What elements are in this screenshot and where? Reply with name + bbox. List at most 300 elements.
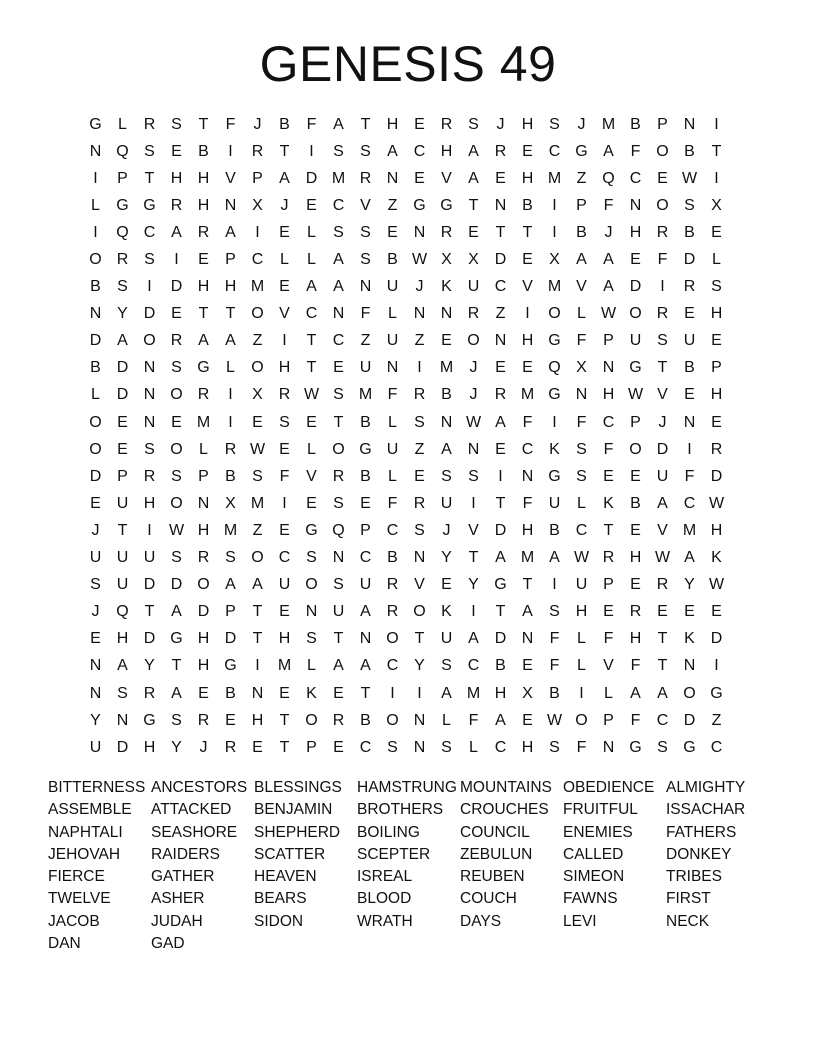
grid-letter: J <box>442 521 451 539</box>
grid-letter: M <box>439 359 454 377</box>
grid-letter: E <box>441 332 452 350</box>
grid-letter: E <box>414 169 425 187</box>
grid-letter: K <box>441 278 452 296</box>
grid-letter: N <box>89 684 102 702</box>
grid-letter: Y <box>441 549 452 567</box>
grid-letter: H <box>521 738 534 756</box>
word-list-item: ATTACKED <box>151 801 232 819</box>
grid-letter: C <box>359 738 372 756</box>
grid-letter: S <box>171 359 182 377</box>
word-list-item: FATHERS <box>666 823 737 841</box>
grid-letter: C <box>494 738 507 756</box>
grid-letter: N <box>89 657 102 675</box>
grid-letter: E <box>657 603 668 621</box>
grid-letter: G <box>170 630 183 648</box>
grid-letter: C <box>251 251 264 269</box>
grid-letter: S <box>144 251 155 269</box>
grid-letter: F <box>279 467 290 485</box>
grid-letter: X <box>225 494 236 512</box>
grid-letter: O <box>386 630 399 648</box>
grid-letter: A <box>603 251 614 269</box>
grid-letter: S <box>468 115 479 133</box>
grid-letter: O <box>575 711 588 729</box>
grid-letter: U <box>386 278 399 296</box>
grid-letter: O <box>305 576 318 594</box>
grid-letter: C <box>413 142 426 160</box>
grid-letter: I <box>93 169 98 187</box>
grid-letter: S <box>684 196 695 214</box>
grid-letter: G <box>440 196 453 214</box>
grid-letter: T <box>522 576 533 594</box>
grid-letter: V <box>441 169 452 187</box>
grid-letter: M <box>466 684 481 702</box>
grid-letter: N <box>629 196 642 214</box>
grid-letter: Z <box>252 521 263 539</box>
grid-letter: M <box>277 657 292 675</box>
grid-letter: O <box>197 576 210 594</box>
grid-letter: R <box>602 549 615 567</box>
grid-letter: T <box>252 603 263 621</box>
grid-letter: G <box>575 142 588 160</box>
grid-letter: U <box>440 494 453 512</box>
grid-letter: S <box>657 332 668 350</box>
grid-letter: N <box>683 413 696 431</box>
grid-letter: G <box>710 684 723 702</box>
grid-letter: C <box>386 657 399 675</box>
grid-letter: N <box>197 494 210 512</box>
grid-letter: N <box>143 359 156 377</box>
grid-letter: V <box>306 467 317 485</box>
grid-letter: E <box>360 494 371 512</box>
grid-letter: S <box>90 576 101 594</box>
grid-letter: H <box>521 521 534 539</box>
grid-letter: D <box>710 467 723 485</box>
grid-letter: P <box>198 467 209 485</box>
word-list-item: HEAVEN <box>254 868 317 886</box>
grid-letter: A <box>495 549 506 567</box>
grid-letter: A <box>117 332 128 350</box>
grid-letter: C <box>683 494 696 512</box>
grid-letter: R <box>170 332 183 350</box>
grid-letter: A <box>441 440 452 458</box>
grid-letter: A <box>468 169 479 187</box>
grid-letter: W <box>411 251 428 269</box>
grid-letter: J <box>199 738 208 756</box>
grid-letter: N <box>251 684 264 702</box>
grid-letter: W <box>573 549 590 567</box>
word-list-item: BITTERNESS <box>48 779 146 796</box>
grid-letter: M <box>601 115 616 133</box>
grid-letter: O <box>332 440 345 458</box>
word-list-item: ISREAL <box>357 868 413 886</box>
grid-letter: B <box>360 467 371 485</box>
word-list-item: FRUITFUL <box>563 801 638 819</box>
grid-letter: E <box>684 603 695 621</box>
grid-letter: R <box>197 386 210 404</box>
grid-letter: A <box>117 657 128 675</box>
grid-letter: F <box>468 711 479 729</box>
grid-letter: F <box>630 657 641 675</box>
grid-letter: O <box>143 332 156 350</box>
grid-letter: U <box>278 576 291 594</box>
grid-letter: T <box>225 305 236 323</box>
grid-letter: S <box>711 278 722 296</box>
grid-letter: E <box>684 305 695 323</box>
grid-letter: S <box>117 684 128 702</box>
grid-letter: S <box>549 603 560 621</box>
grid-letter: M <box>250 278 265 296</box>
grid-letter: G <box>359 440 372 458</box>
word-list-item: TRIBES <box>666 868 722 886</box>
grid-letter: U <box>575 576 588 594</box>
grid-letter: U <box>89 549 102 567</box>
grid-letter: R <box>440 115 453 133</box>
grid-letter: K <box>306 684 317 702</box>
grid-letter: B <box>387 549 398 567</box>
word-list-item: RAIDERS <box>151 845 220 863</box>
grid-letter: T <box>171 657 182 675</box>
grid-letter: N <box>494 332 507 350</box>
grid-letter: D <box>494 521 507 539</box>
grid-letter: F <box>576 738 587 756</box>
grid-letter: E <box>333 359 344 377</box>
grid-letter: R <box>386 603 399 621</box>
grid-letter: E <box>306 413 317 431</box>
grid-letter: C <box>494 278 507 296</box>
grid-letter: V <box>279 305 290 323</box>
grid-letter: U <box>116 549 129 567</box>
grid-letter: S <box>360 251 371 269</box>
grid-letter: I <box>498 467 503 485</box>
grid-letter: I <box>147 278 152 296</box>
grid-letter: P <box>225 251 236 269</box>
grid-letter: E <box>279 521 290 539</box>
grid-letter: E <box>225 711 236 729</box>
grid-letter: E <box>441 576 452 594</box>
grid-letter: B <box>360 711 371 729</box>
word-list-item: ZEBULUN <box>460 845 533 863</box>
grid-letter: Y <box>414 657 425 675</box>
grid-letter: N <box>413 549 426 567</box>
grid-letter: X <box>711 196 722 214</box>
grid-letter: M <box>682 521 697 539</box>
grid-letter: F <box>549 657 560 675</box>
word-list-item: SCEPTER <box>357 845 431 863</box>
grid-letter: G <box>548 386 561 404</box>
grid-letter: Z <box>252 332 263 350</box>
grid-letter: S <box>387 738 398 756</box>
grid-letter: S <box>171 467 182 485</box>
grid-letter: V <box>225 169 236 187</box>
grid-letter: O <box>548 305 561 323</box>
grid-letter: L <box>577 305 586 323</box>
grid-letter: E <box>198 684 209 702</box>
grid-letter: B <box>279 115 290 133</box>
grid-letter: S <box>306 630 317 648</box>
grid-letter: Z <box>495 305 506 323</box>
grid-letter: R <box>251 142 264 160</box>
grid-letter: Z <box>576 169 587 187</box>
grid-letter: H <box>251 711 264 729</box>
grid-letter: S <box>333 142 344 160</box>
letter-grid <box>82 111 730 761</box>
grid-letter: E <box>279 684 290 702</box>
word-list-item: ALMIGHTY <box>666 779 746 796</box>
grid-letter: N <box>143 413 156 431</box>
grid-letter: C <box>575 521 588 539</box>
grid-letter: H <box>386 115 399 133</box>
grid-letter: R <box>197 223 210 241</box>
grid-letter: C <box>656 711 669 729</box>
grid-letter: A <box>387 142 398 160</box>
grid-letter: L <box>307 440 316 458</box>
grid-letter: I <box>255 223 260 241</box>
grid-letter: U <box>116 576 129 594</box>
grid-letter: Q <box>116 142 129 160</box>
grid-letter: O <box>251 305 264 323</box>
word-list <box>48 777 769 955</box>
grid-letter: N <box>413 305 426 323</box>
grid-letter: I <box>93 223 98 241</box>
grid-letter: T <box>117 521 128 539</box>
grid-letter: X <box>576 359 587 377</box>
grid-letter: F <box>630 711 641 729</box>
grid-letter: R <box>683 278 696 296</box>
grid-letter: E <box>630 521 641 539</box>
grid-letter: R <box>467 305 480 323</box>
grid-letter: R <box>413 386 426 404</box>
grid-letter: C <box>710 738 723 756</box>
grid-letter: J <box>253 115 262 133</box>
grid-letter: E <box>630 576 641 594</box>
grid-letter: T <box>144 603 155 621</box>
grid-letter: A <box>495 711 506 729</box>
grid-letter: N <box>521 467 534 485</box>
grid-letter: D <box>143 576 156 594</box>
grid-letter: U <box>548 494 561 512</box>
grid-letter: G <box>683 738 696 756</box>
grid-letter: S <box>252 467 263 485</box>
grid-letter: S <box>549 115 560 133</box>
grid-letter: K <box>711 549 722 567</box>
grid-letter: E <box>279 603 290 621</box>
word-list-item: BLOOD <box>357 890 412 908</box>
grid-letter: B <box>576 223 587 241</box>
grid-letter: C <box>548 142 561 160</box>
grid-letter: R <box>170 196 183 214</box>
grid-letter: H <box>197 169 210 187</box>
grid-letter: A <box>333 251 344 269</box>
grid-letter: Y <box>144 657 155 675</box>
grid-letter: E <box>117 413 128 431</box>
grid-letter: M <box>196 413 211 431</box>
grid-letter: C <box>467 657 480 675</box>
grid-letter: E <box>387 223 398 241</box>
grid-letter: D <box>494 251 507 269</box>
grid-letter: E <box>171 305 182 323</box>
grid-letter: I <box>714 657 719 675</box>
grid-letter: E <box>252 738 263 756</box>
grid-letter: N <box>683 657 696 675</box>
grid-letter: B <box>387 251 398 269</box>
grid-letter: I <box>714 169 719 187</box>
grid-letter: Q <box>116 223 129 241</box>
grid-letter: T <box>333 630 344 648</box>
grid-letter: F <box>387 494 398 512</box>
grid-letter: U <box>656 467 669 485</box>
grid-letter: U <box>386 440 399 458</box>
grid-letter: D <box>197 603 210 621</box>
word-list-item: MOUNTAINS <box>460 779 552 796</box>
grid-letter: L <box>91 386 100 404</box>
grid-letter: C <box>143 223 156 241</box>
word-list-item: DAYS <box>460 912 502 930</box>
grid-letter: O <box>170 494 183 512</box>
word-list-item: ASHER <box>151 890 205 908</box>
grid-letter: O <box>683 684 696 702</box>
grid-letter: E <box>630 251 641 269</box>
grid-letter: P <box>603 332 614 350</box>
grid-letter: S <box>468 467 479 485</box>
word-list-item: ANCESTORS <box>151 779 248 796</box>
grid-letter: S <box>171 711 182 729</box>
grid-letter: E <box>414 115 425 133</box>
grid-letter: N <box>440 305 453 323</box>
word-list-item: NECK <box>666 912 710 930</box>
grid-letter: E <box>306 196 317 214</box>
grid-letter: P <box>225 603 236 621</box>
grid-letter: R <box>413 494 426 512</box>
grid-letter: T <box>306 332 317 350</box>
grid-letter: G <box>143 196 156 214</box>
grid-letter: B <box>684 142 695 160</box>
grid-letter: E <box>684 386 695 404</box>
grid-letter: E <box>522 657 533 675</box>
grid-letter: C <box>359 549 372 567</box>
grid-letter: I <box>714 115 719 133</box>
grid-letter: G <box>305 521 318 539</box>
word-list-item: JUDAH <box>151 912 203 930</box>
grid-letter: I <box>255 657 260 675</box>
grid-letter: L <box>388 305 397 323</box>
grid-letter: B <box>549 684 560 702</box>
grid-letter: C <box>386 521 399 539</box>
grid-letter: H <box>521 169 534 187</box>
grid-letter: T <box>279 711 290 729</box>
grid-letter: J <box>658 413 667 431</box>
grid-letter: Z <box>387 196 398 214</box>
grid-letter: R <box>656 223 669 241</box>
grid-letter: A <box>360 603 371 621</box>
grid-letter: O <box>386 711 399 729</box>
grid-letter: D <box>656 440 669 458</box>
grid-letter: E <box>711 413 722 431</box>
grid-letter: F <box>603 440 614 458</box>
grid-letter: R <box>197 549 210 567</box>
grid-letter: A <box>171 223 182 241</box>
grid-letter: T <box>306 359 317 377</box>
word-list-item: DAN <box>48 935 81 953</box>
grid-letter: H <box>629 549 642 567</box>
grid-letter: S <box>306 549 317 567</box>
grid-letter: R <box>143 467 156 485</box>
grid-letter: G <box>116 196 129 214</box>
word-list-item: BOILING <box>357 823 420 841</box>
grid-letter: A <box>603 278 614 296</box>
grid-letter: H <box>629 630 642 648</box>
grid-letter: S <box>441 467 452 485</box>
grid-letter: L <box>604 684 613 702</box>
grid-letter: H <box>602 386 615 404</box>
grid-letter: R <box>440 223 453 241</box>
grid-letter: F <box>657 251 668 269</box>
grid-letter: H <box>224 278 237 296</box>
grid-letter: L <box>91 196 100 214</box>
word-list-item: GATHER <box>151 868 215 886</box>
grid-letter: N <box>305 603 318 621</box>
grid-letter: F <box>603 630 614 648</box>
grid-letter: T <box>360 115 371 133</box>
grid-letter: L <box>307 251 316 269</box>
grid-letter: Y <box>117 305 128 323</box>
grid-letter: A <box>468 142 479 160</box>
grid-letter: I <box>174 251 179 269</box>
word-list-item: BEARS <box>254 890 307 908</box>
grid-letter: B <box>441 386 452 404</box>
grid-letter: R <box>116 251 129 269</box>
word-list-item: FIERCE <box>48 868 105 886</box>
grid-letter: T <box>657 630 668 648</box>
grid-letter: L <box>577 657 586 675</box>
grid-letter: V <box>576 278 587 296</box>
grid-letter: D <box>116 386 129 404</box>
grid-letter: Z <box>711 711 722 729</box>
grid-letter: V <box>360 196 371 214</box>
grid-letter: I <box>552 196 557 214</box>
grid-letter: M <box>331 169 346 187</box>
grid-letter: X <box>441 251 452 269</box>
grid-letter: O <box>170 386 183 404</box>
grid-letter: T <box>495 494 506 512</box>
grid-letter: A <box>576 251 587 269</box>
grid-letter: I <box>282 332 287 350</box>
grid-letter: L <box>388 467 397 485</box>
word-list-item: BROTHERS <box>357 801 444 819</box>
grid-letter: A <box>549 549 560 567</box>
grid-letter: P <box>306 738 317 756</box>
word-list-item: FIRST <box>666 890 711 908</box>
grid-letter: D <box>89 332 102 350</box>
grid-letter: W <box>249 440 266 458</box>
grid-letter: J <box>280 196 289 214</box>
grid-letter: W <box>627 386 644 404</box>
grid-letter: T <box>333 413 344 431</box>
grid-letter: N <box>332 305 345 323</box>
grid-letter: H <box>197 278 210 296</box>
grid-letter: N <box>494 196 507 214</box>
grid-letter: X <box>549 251 560 269</box>
grid-letter: A <box>306 278 317 296</box>
grid-letter: F <box>576 413 587 431</box>
grid-letter: A <box>279 169 290 187</box>
grid-letter: F <box>576 332 587 350</box>
grid-letter: W <box>465 413 482 431</box>
grid-letter: R <box>656 305 669 323</box>
grid-letter: B <box>90 278 101 296</box>
grid-letter: I <box>471 494 476 512</box>
grid-letter: G <box>629 738 642 756</box>
grid-letter: H <box>278 359 291 377</box>
